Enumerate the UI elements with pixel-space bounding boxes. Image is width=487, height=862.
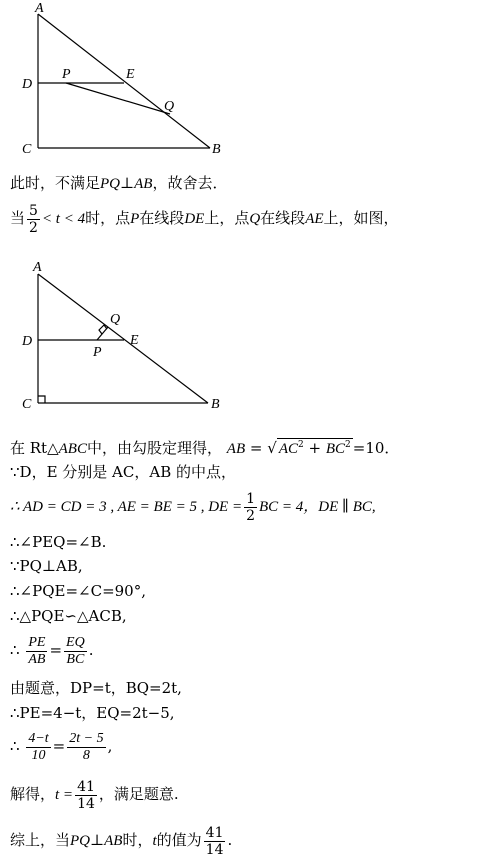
line-8: ∴∠PQE=∠C=90°, <box>10 582 146 600</box>
label-e: E <box>130 333 139 348</box>
label-d: D <box>22 77 33 92</box>
line-15: 综上，当PQ⊥AB时，t的值为 $\frac{41}{14}$ . <box>10 824 233 858</box>
line-9: ∴△PQE∽△ACB, <box>10 607 127 625</box>
label-d: D <box>22 334 33 349</box>
line-6: ∴∠PEQ=∠B. <box>10 533 107 551</box>
label-c: C <box>22 397 32 412</box>
label-c: C <box>22 142 32 157</box>
figure-2 <box>0 258 487 418</box>
line-3: 在 Rt△ABC中，由勾股定理得， AB = √ $AC^2 + BC^2 =10$． <box>10 439 400 457</box>
segment-pq <box>66 83 170 114</box>
line-13: ∴ $\frac{4-t}{10}$ = $\frac{2t - 5}{8}$ , <box>10 730 113 763</box>
label-p: P <box>93 345 102 360</box>
label-a: A <box>33 260 42 275</box>
label-e: E <box>126 67 135 82</box>
line-12: ∴PE=4−t，EQ=2t−5, <box>10 704 175 722</box>
segment-ab <box>38 274 208 403</box>
line-14: 解得，t = $\frac{41}{14}$ ，满足题意. <box>10 778 179 812</box>
line-4: ∵D，E 分别是 AC，AB 的中点， <box>10 463 236 481</box>
label-b: B <box>212 142 221 157</box>
right-angle-c <box>38 396 45 403</box>
line-7: ∵PQ⊥AB, <box>10 557 83 575</box>
line-1: 此时，不满足PQ⊥AB，故舍去． <box>10 174 228 192</box>
line-2: 当 $\frac{5}{2}$ < t < 4时，点P在线段DE上，点Q在线段AE上，如图， <box>10 202 399 236</box>
label-q: Q <box>110 312 121 327</box>
label-a: A <box>35 1 44 16</box>
label-p: P <box>62 67 71 82</box>
line-11: 由题意，DP=t，BQ=2t, <box>10 679 182 697</box>
line-10: ∴ $\frac{PE}{AB}$ = $\frac{EQ}{BC}$ . <box>10 634 94 667</box>
line-5: ∴ AD = CD = 3 , AE = BE = 5 , DE = $\frac{1}{2}$ BC = 4，DE ∥ BC, <box>10 490 376 524</box>
label-q: Q <box>164 99 175 114</box>
figure-1 <box>0 0 487 160</box>
label-b: B <box>211 397 220 412</box>
